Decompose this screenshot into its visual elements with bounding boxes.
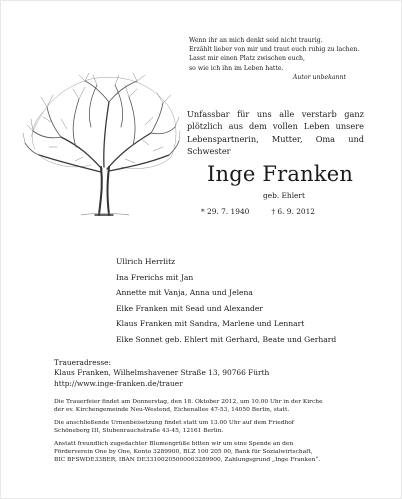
intro-line: Schwester xyxy=(187,146,231,157)
funeral-notices xyxy=(54,398,354,469)
mourners-list xyxy=(116,254,336,348)
mourner-entry: Elke Sonnet geb. Ehlert mit Gerhard, Beate und Gerhard xyxy=(116,334,337,344)
intro-line: plötzlich aus dem vollen Leben unsere xyxy=(187,121,364,132)
intro-line: Lebenspartnerin, Mutter, Oma und xyxy=(187,133,364,144)
death-date: † 6. 9. 2012 xyxy=(271,207,316,216)
poem-line: Lasst mir einen Platz zwischen euch, xyxy=(189,55,305,63)
intro-text xyxy=(187,108,364,158)
birth-name: geb. Ehlert xyxy=(263,191,305,200)
poem-line: Wenn ihr an mich denkt seid nicht traurig. xyxy=(189,37,323,44)
poem-line: so wie ich ihn im Leben hatte. xyxy=(189,64,284,72)
address-line: Klaus Franken, Wilhelmshavener Straße 13, 90766 Fürth xyxy=(54,368,270,378)
mourner-entry: Annette mit Vanja, Anna und Jelena xyxy=(116,288,253,298)
mourner-entry: Ina Frerichs mit Jan xyxy=(116,272,194,282)
tree-icon xyxy=(21,67,181,217)
deceased-name: Inge Franken xyxy=(207,162,354,186)
poem-line: Erzählt lieber von mir und traut euch ruhig zu lachen. xyxy=(189,46,360,54)
poem-block xyxy=(189,36,389,82)
intro-line: Unfassbar für uns alle verstarb ganz xyxy=(187,109,364,119)
mourner-entry: Klaus Franken mit Sandra, Marlene und Lennart xyxy=(116,319,305,329)
mourner-entry: Ullrich Herrlitz xyxy=(116,257,176,266)
mourner-entry: Elke Franken mit Sead und Alexander xyxy=(116,303,263,313)
donation-notice: Anstatt freundlich zugedachter Blumengrüße bitten wir um eine Spende an den Förderverein One by One, Konto 3289900, BLZ 100 205 00, Bank für Sozialwirtschaft, BIC BFSWDE33BER, IBAN DE33100205000003289900, Zahlungsgrund „Inge Franken“. xyxy=(54,441,321,464)
burial-notice: Die anschließende Urnenbeisetzung findet statt um 13.00 Uhr auf dem Friedhof Schöneberg III, Stubenrauchstraße 43-45, 12161 Berlin. xyxy=(54,420,294,435)
address-label: Traueradresse: xyxy=(54,358,112,367)
memorial-url-link[interactable]: http://www.inge-franken.de/trauer xyxy=(54,378,183,388)
life-dates xyxy=(201,207,315,216)
service-notice: Die Trauerfeier findet am Donnerstag, den 18. Oktober 2012, um 10.00 Uhr in der Kirche der ev. Kirchengemeinde Neu-Westend, Eichenallee 47-53, 14050 Berlin, statt. xyxy=(54,399,323,414)
birth-date: * 29. 7. 1940 xyxy=(201,207,250,216)
poem-author: Autor unbekannt xyxy=(292,73,346,81)
mourning-address xyxy=(54,358,269,389)
